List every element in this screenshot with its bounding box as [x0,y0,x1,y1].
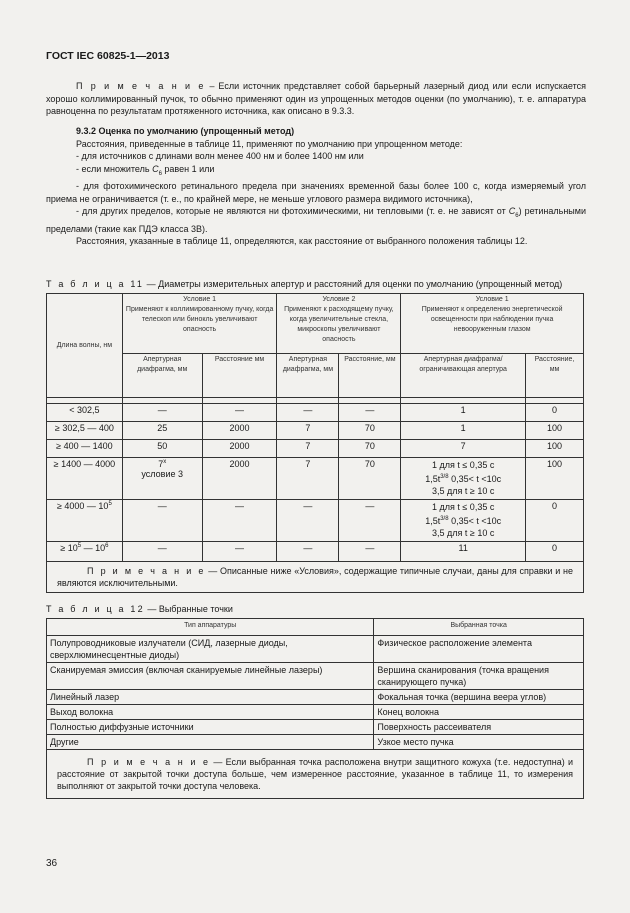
sub-header: Апертурная диафрагма, мм [277,354,339,398]
cond3-header: Условие 1 Применяют к определению энергетической освещенности при наблюдении пучка невооруженным глазом [401,294,584,354]
table-11 [46,293,584,593]
sub-header: Апертурная диафрагма/ ограничивающая апертура [401,354,526,398]
table-12 [46,618,584,799]
sub-header: Расстояние, мм [339,354,401,398]
table-row: Выход волокна Конец волокна [47,705,584,720]
table-row: Линейный лазер Фокальная точка (вершина веера углов) [47,690,584,705]
sub-header: Расстояние, мм [526,354,584,398]
table-row: Полностью диффузные источники Поверхность рассеивателя [47,720,584,735]
table-row: ≥ 302,5 — 400 25 2000 7 70 1 100 [47,422,584,440]
table-row: < 302,5 — — — — 1 0 [47,404,584,422]
col-selected-point: Выбранная точка [374,619,584,636]
cond1-header: Условие 1 Применяют к коллимированному пучку, когда телескоп или бинокль увеличивают опасность [122,294,277,354]
table-row: ≥ 4000 — $10^5$ — — — — 1 для t ≤ 0,35 с $1,5t^{3/8}$ 0,35< t <10с 3,5 для t ≥ 10 с 0 [47,500,584,542]
table11-note: П р и м е ч а н и е — Описанные ниже «Условия», содержащие типичные случаи, даны для справки и не являются исключительными. [47,562,584,593]
sub-header: Апертурная диафрагма, мм [122,354,202,398]
table-row: ≥ 1400 — 4000 7$^x$ условие 3 2000 7 70 1 для t ≤ 0,35 с $1,5t^{3/8}$ 0,35< t <10с 3,5 для t ≥ 10 с 100 [47,458,584,500]
bullet-item: - для других пределов, которые не являются ни фотохимическими, ни тепловыми (т. е. не зависят от $C_6$) ретинальными пределами (такие как ПДЭ класса 3В). [46,206,586,234]
section-paragraph: Расстояния, приведенные в таблице 11, применяют по умолчанию при упрощенном методе: [76,138,463,149]
section-block [46,125,586,248]
col-equipment-type: Тип аппаратуры [47,619,374,636]
table-row: Другие Узкое место пучка [47,735,584,750]
bullet-item: - если множитель $C_6$ равен 1 или [76,163,215,177]
note-paragraph: П р и м е ч а н и е – Если источник представляет собой барьерный лазерный диод или если испускается хорошо коллимированный пучок, то обычно применяют один из упрощенных методов оценки (по умолчанию), т. е. аппаратура равноценна по результатам протяженного источника, как описано в 9.3.3. [46,81,586,117]
section-paragraph: Расстояния, указанные в таблице 11, определяются, как расстояние от выбранного положения таблицы 12. [76,236,528,247]
table-row: ≥ $10^5$ — $10^6$ — — — — 11 0 [47,542,584,562]
sub-header: Расстояние мм [202,354,277,398]
bullet-item: - для фотохимического ретинального предела при значениях временной базы более 100 с, когда измеряемый угол приема не ограничивается (т. е., по крайней мере, не меньше углового размера видимого источника), [46,181,586,204]
table12-note: П р и м е ч а н и е — Если выбранная точка расположена внутри защитного кожуха (т.е. недоступна) и расстояние от закрытой точки доступа больше, чем измеренное расстояние, указанное в таблице 11, то измерения выполняют от закрытой точки доступа человека. [47,750,584,799]
col-wavelength: Длина волны, нм [47,294,123,398]
table-row: Сканируемая эмиссия (включая сканируемые линейные лазеры) Вершина сканирования (точка вращения сканирующего пучка) [47,663,584,690]
table-row: Полупроводниковые излучатели (СИД, лазерные диоды, сверхлюминесцентные диоды) Физическое расположение элемента [47,636,584,663]
table12-caption: Т а б л и ц а 12 — Выбранные точки [46,604,233,614]
page-number: 36 [46,858,58,869]
cond2-header: Условие 2 Применяют к расходящему пучку, когда увеличительные стекла, микроскопы увеличивают опасность [277,294,401,354]
bullet-item: - для источников с длинами волн менее 400 нм и более 1400 нм или [76,151,364,162]
table11-caption: Т а б л и ц а 11 — Диаметры измерительных апертур и расстояний для оценки по умолчанию (упрощенный метод) [46,279,563,289]
section-title: 9.3.2 Оценка по умолчанию (упрощенный метод) [76,126,295,136]
table-row: ≥ 400 — 1400 50 2000 7 70 7 100 [47,440,584,458]
standard-header: ГОСТ IEC 60825-1—2013 [46,50,170,62]
